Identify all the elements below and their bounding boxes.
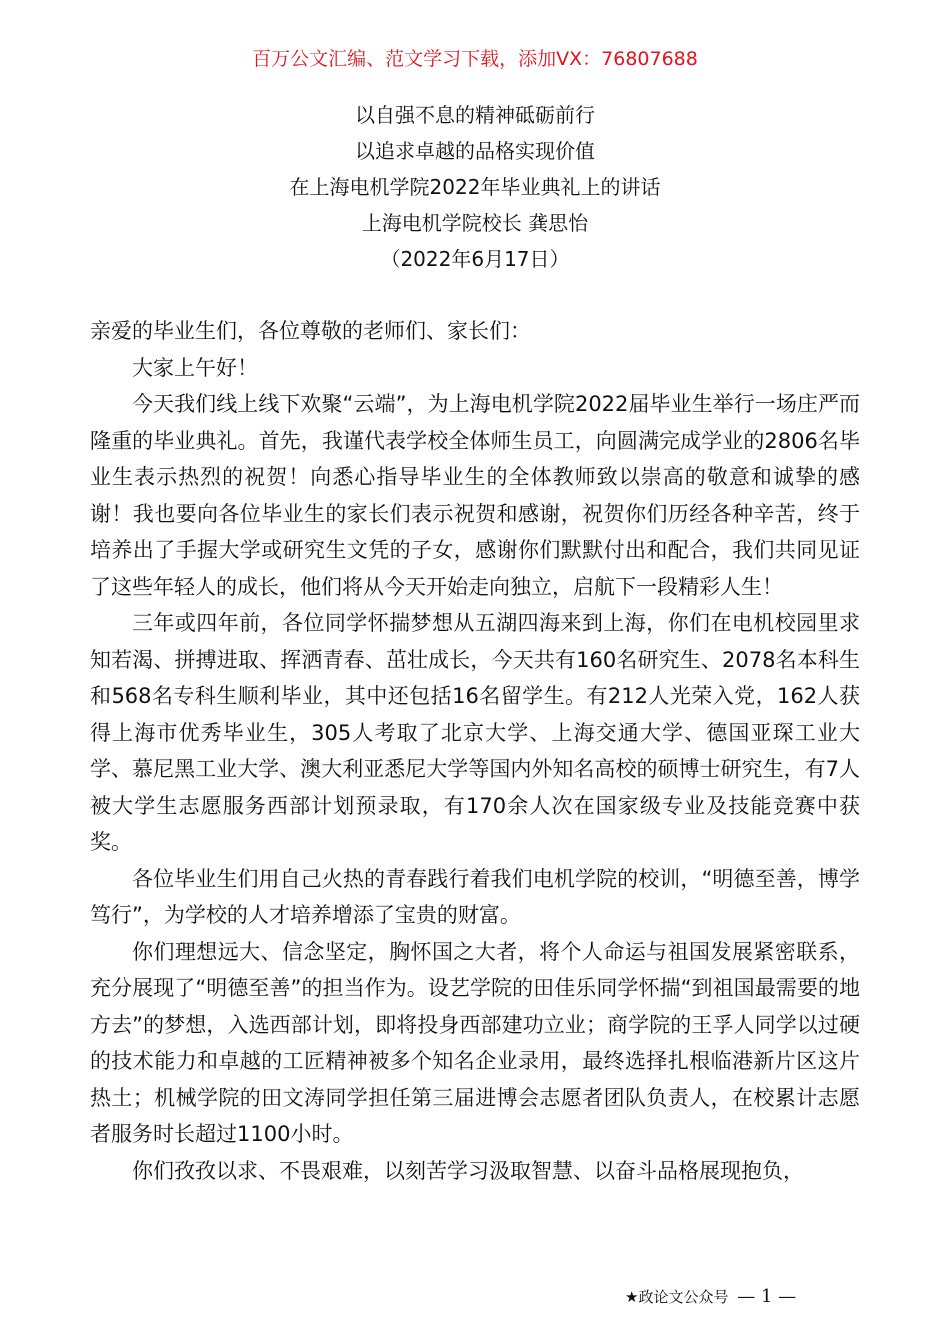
paragraph-5: 你们孜孜以求、不畏艰难，以刻苦学习汲取智慧、以奋斗品格展现抱负， bbox=[132, 1158, 804, 1183]
paragraph-2: 三年或四年前，各位同学怀揣梦想从五湖四海来到上海，你们在电机校园里求知若渴、拼搏进取、挥洒青春、茁壮成长，今天共有160名研究生、2078名本科生和568名专科生顺利毕业，其中还包括16名留学生。有212人光荣入党，162人获得上海市优秀毕业生，305人考取了北京大学、上海交通大学、德国亚琛工业大学、慕尼黑工业大学、澳大利亚悉尼大学等国内外知名高校的硕博士研究生，有7人被大学生志愿服务西部计划预录取，有170余人次在国家级专业及技能竞赛中获奖。 bbox=[90, 611, 860, 854]
page-number: — 1 — bbox=[737, 1286, 797, 1307]
promo-banner: 百万公文汇编、范文学习下载，添加VX：76807688 bbox=[252, 48, 698, 70]
footer-label: ★政论文公众号 bbox=[625, 1288, 729, 1306]
title-speaker: 上海电机学院校长 龚思怡 bbox=[361, 211, 589, 235]
salutation: 亲爱的毕业生们，各位尊敬的老师们、家长们： bbox=[90, 319, 531, 343]
paragraph-3: 各位毕业生们用自己火热的青春践行着我们电机学院的校训，“明德至善，博学笃行”，为学校的人才培养增添了宝贵的财富。 bbox=[90, 866, 860, 927]
title-occasion: 在上海电机学院2022年毕业典礼上的讲话 bbox=[289, 175, 661, 199]
title-block bbox=[0, 97, 950, 277]
speech-body bbox=[90, 313, 860, 1189]
paragraph-1: 今天我们线上线下欢聚“云端”，为上海电机学院2022届毕业生举行一场庄严而隆重的毕业典礼。首先，我谨代表学校全体师生员工，向圆满完成学业的2806名毕业生表示热烈的祝贺！向悉心指导毕业生的全体教师致以崇高的敬意和诚挚的感谢！我也要向各位毕业生的家长们表示祝贺和感谢，祝贺你们历经各种辛苦，终于培养出了手握大学或研究生文凭的子女，感谢你们默默付出和配合，我们共同见证了这些年轻人的成长，他们将从今天开始走向独立，启航下一段精彩人生！ bbox=[90, 392, 860, 599]
page-footer bbox=[625, 1282, 875, 1312]
title-subtitle: 以追求卓越的品格实现价值 bbox=[355, 139, 595, 163]
title-main: 以自强不息的精神砥砺前行 bbox=[355, 103, 595, 127]
paragraph-4: 你们理想远大、信念坚定，胸怀国之大者，将个人命运与祖国发展紧密联系，充分展现了“明德至善”的担当作为。设艺学院的田佳乐同学怀揣“到祖国最需要的地方去”的梦想，入选西部计划，即将投身西部建功立业；商学院的王孚人同学以过硬的技术能力和卓越的工匠精神被多个知名企业录用，最终选择扎根临港新片区这片热土；机械学院的田文涛同学担任第三届进博会志愿者团队负责人，在校累计志愿者服务时长超过1100小时。 bbox=[90, 939, 860, 1146]
title-date: （2022年6月17日） bbox=[380, 247, 570, 271]
greeting: 大家上午好！ bbox=[132, 355, 258, 380]
